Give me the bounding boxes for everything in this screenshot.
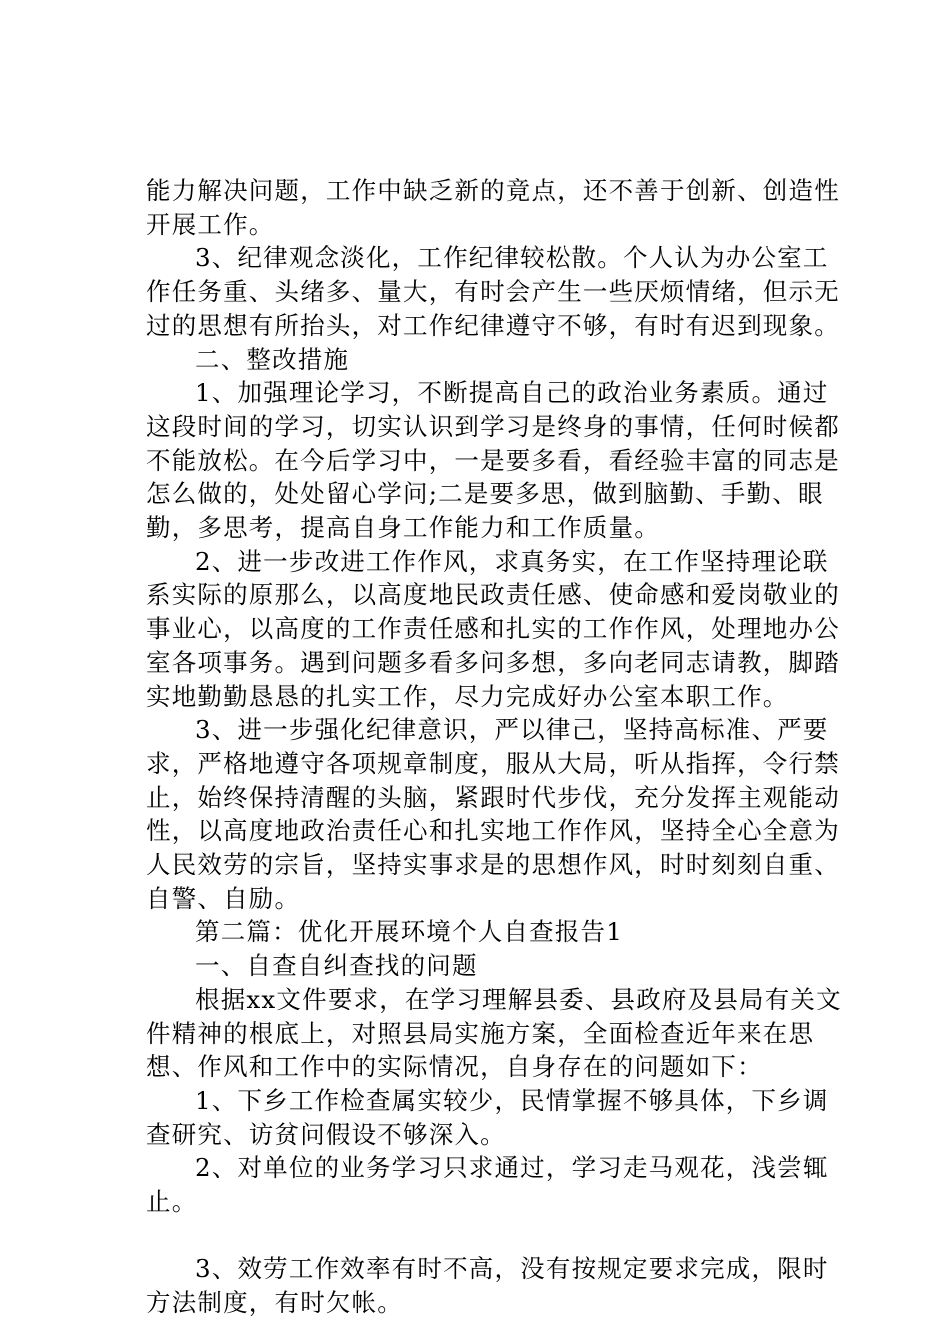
paragraph-problem-3: 3、效劳工作效率有时不高，没有按规定要求完成，限时方法制度，有时欠帐。 — [146, 1254, 829, 1318]
paragraph-discipline-issue: 3、纪律观念淡化，工作纪律较松散。个人认为办公室工作任务重、头绪多、量大，有时会产生一些厌烦情绪，但示无过的思想有所抬头，对工作纪律遵守不够，有时有迟到现象。 — [146, 243, 840, 340]
paragraph-intro: 根据xx文件要求，在学习理解县委、县政府及县局有关文件精神的根底上，对照县局实施方案，全面检查近年来在思想、作风和工作中的实际情况，自身存在的问题如下： — [146, 984, 842, 1082]
section-heading-self-check: 一、自查自纠查找的问题 — [195, 951, 478, 981]
paragraph-problem-2: 2、对单位的业务学习只求通过，学习走马观花，浅尝辄止。 — [146, 1153, 829, 1217]
paragraph-continuation: 能力解决问题，工作中缺乏新的竟点，还不善于创新、创造性开展工作。 — [146, 176, 840, 239]
blank-line — [146, 1219, 846, 1253]
document-body — [146, 174, 846, 1320]
paragraph-measure-2: 2、进一步改进工作作风，求真务实，在工作坚持理论联系实际的原那么，以高度地民政责任感、使命感和爱岗敬业的事业心，以高度的工作责任感和扎实的工作作风，处理地办公室各项事务。遇到问题多看多问多想，多向老同志请教，脚踏实地勤勤恳恳的扎实工作，尽力完成好办公室本职工作。 — [146, 546, 840, 711]
paragraph-measure-3: 3、进一步强化纪律意识，严以律己，坚持高标准、严要求，严格地遵守各项规章制度，服从大局，听从指挥，令行禁止，始终保持清醒的头脑，紧跟时代步伐，充分发挥主观能动性，以高度地政治责任心和扎实地工作作风，坚持全心全意为人民效劳的宗旨，坚持实事求是的思想作风，时时刻刻自重、自警、自励。 — [146, 715, 840, 913]
chapter-title-part-two: 第二篇：优化开展环境个人自查报告1 — [195, 917, 623, 947]
section-heading-rectification: 二、整改措施 — [195, 344, 350, 374]
paragraph-problem-1: 1、下乡工作检查属实较少，民情掌握不够具体，下乡调查研究、访贫问假设不够深入。 — [146, 1085, 829, 1149]
paragraph-measure-1: 1、加强理论学习，不断提高自己的政治业务素质。通过这段时间的学习，切实认识到学习是终身的事情，任何时候都不能放松。在今后学习中，一是要多看，看经验丰富的同志是怎么做的，处处留心学问;二是要多思，做到脑勤、手勤、眼勤，多思考，提高自身工作能力和工作质量。 — [146, 378, 840, 543]
